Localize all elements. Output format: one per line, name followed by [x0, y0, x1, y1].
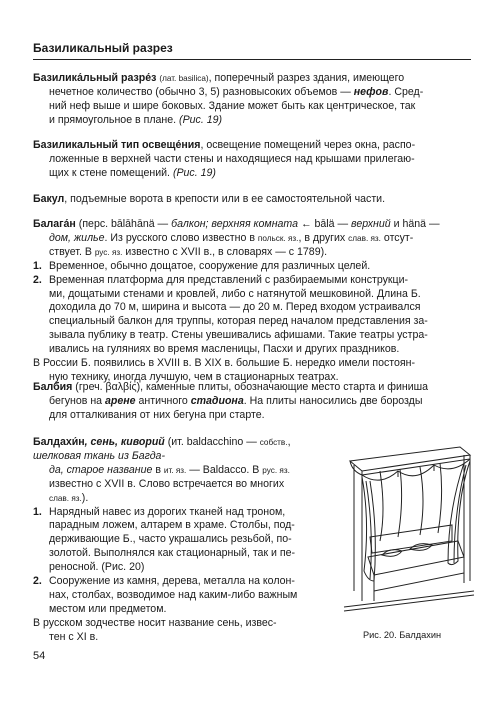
definition-text: тен с XI в. [49, 630, 99, 643]
etymology: рус. яз. [94, 247, 123, 257]
definition-text: , освещение помещений через окна, распо- [200, 139, 416, 151]
list-number: 2. [33, 575, 42, 588]
etymology: ит. яз. [163, 465, 187, 475]
entry-term: Балдахи́н [33, 436, 85, 448]
entry-bakul [33, 193, 473, 207]
list-item [33, 575, 333, 617]
etymology: . Из русского слово известно в [104, 231, 258, 244]
definition-text: ложенные в верхней части стены и находящиеся над крышами прилегаю- [49, 152, 415, 165]
cross-reference[interactable]: нефов [353, 85, 389, 98]
cross-reference[interactable]: стадиона [190, 394, 244, 407]
definition-text: и прямоугольное в плане. [49, 113, 180, 126]
definition-text: доходила до 70 м, ширина и высота — до 20 м. Перед входом устраивался [49, 301, 421, 314]
etymology: рус. яз. [262, 465, 290, 475]
etymology: (лат. basilica) [159, 74, 209, 83]
etymology: отсут- [380, 231, 414, 244]
definition-text: , поперечный разрез здания, имеющего [208, 72, 405, 84]
etymology: в [152, 463, 164, 476]
definition-text: для отталкивания от них бегуна при старте. [49, 408, 265, 421]
list-item [33, 506, 333, 576]
etymology: балкон; верхняя комната [171, 218, 299, 230]
figure-reference[interactable]: (Рис. 19) [179, 113, 223, 126]
definition-text: специальный балкон для труппы, которая перед началом представления за- [49, 315, 428, 328]
definition-text: держивающие Б., часто украшались резьбой, по- [49, 533, 292, 546]
definition-text: Нарядный навес из дорогих тканей над троном, [49, 505, 286, 518]
definition-text: В русском зодчестве носит название сень, извес- [33, 616, 277, 629]
etymology: верхний [351, 218, 391, 230]
definition-text: ний неф выше и шире боковых. Здание может быть как центрическое, так [49, 99, 416, 112]
list-number: 2. [33, 273, 42, 286]
entry-balagan [33, 218, 473, 385]
etymology: — Baldacco. В [186, 463, 263, 476]
entry-term: Балбия [33, 381, 73, 393]
definition-text: парадным ложем, алтарем в храме. Столбы, под- [49, 519, 295, 532]
definition-text: нечетное количество (обычно 3, 5) разновысоких объемов — [49, 85, 354, 98]
definition-text: (греч. βαλβίς), каменные плиты, обозначающие место старта и финиша [72, 381, 429, 393]
definition-text: зывала публику в театр. Стены увешивались афишами. Такие театры устра- [49, 329, 428, 342]
definition-text: . Сред- [388, 85, 424, 98]
etymology: собств. [259, 438, 288, 447]
etymology: (ит. baldacchino — [164, 436, 260, 448]
definition-text: . На плиты наносились две борозды [243, 394, 423, 407]
etymology: (перс. bālāhānä — [75, 218, 172, 230]
cross-reference[interactable]: арене [105, 394, 136, 407]
canopy-bed-illustration [340, 441, 475, 617]
definition-text: Временная платформа для представлений с разбираемыми конструкци- [49, 273, 409, 286]
etymology: известно с XVII в., в словарях — с 1789). [122, 245, 328, 258]
running-header: Базиликальный разрез [33, 41, 173, 55]
entry-term: Базилика́льный разре́з [33, 72, 157, 84]
etymology: слав. яз. [49, 493, 82, 503]
figure-reference[interactable]: (Рис. 19) [172, 166, 216, 179]
header-rule [33, 59, 471, 60]
list-item [33, 260, 473, 274]
entry-baldakhin [33, 436, 333, 645]
entry-bazilikalnyi-razrez [33, 72, 473, 128]
list-number: 1. [33, 259, 42, 272]
etymology: и hänä — [390, 218, 440, 230]
definition-text: нах, столбах, возводимое над каким-либо важным [49, 588, 298, 601]
figure-caption: Рис. 20. Балдахин [362, 630, 442, 640]
entry-term: Балага́н [33, 218, 76, 230]
page-number: 54 [33, 650, 46, 662]
etymology: , в других [298, 231, 349, 244]
definition-text: ную технику, иногда лучшую, чем в стационарных театрах. [49, 370, 339, 383]
definition-text: , подъемные ворота в крепости или в ее самостоятельной части. [64, 193, 386, 205]
etymology: шелковая ткань из Багда- [33, 449, 165, 462]
etymology: известно с XVII в. Слово встречается во многих [49, 477, 285, 490]
etymology: ← bālä — [298, 218, 352, 230]
definition-text: золотой. Выполнялся как стационарный, так и пе- [49, 547, 296, 560]
etymology: польск. яз. [257, 233, 299, 243]
definition-text: Сооружение из камня, дерева, металла на колон- [49, 575, 295, 588]
entry-bazilikalnyi-tip [33, 139, 473, 181]
list-number: 1. [33, 505, 42, 518]
etymology: ). [81, 491, 89, 504]
definition-text: щих к стене помещений. [49, 166, 173, 179]
synonyms: , сень, киворий [84, 436, 165, 448]
definition-text: В России Б. появились в XVIII в. В XIX в. большие Б. нередко имели постоян- [33, 357, 416, 370]
entry-term: Бакул [33, 193, 65, 205]
entry-balbia [33, 381, 473, 423]
definition-text: Временное, обычно дощатое, сооружение для различных целей. [49, 259, 371, 272]
etymology: , [287, 436, 291, 448]
definition-text: местом или предметом. [49, 602, 167, 615]
etymology: слав. яз. [348, 233, 381, 243]
etymology: ствует. В [49, 245, 95, 258]
entry-term: Базиликальный тип освеще́ния [33, 139, 201, 151]
definition-text: античного [135, 394, 191, 407]
list-item [33, 274, 473, 357]
etymology: дом, жилье [49, 231, 105, 244]
definition-text: ми, дощатыми стенами и кровлей, либо с натянутой мешковиной. Длина Б. [49, 287, 421, 300]
definition-text: ивались на гуляниях во время масленицы, Пасхи и других праздников. [49, 343, 400, 356]
etymology: да, старое название [49, 463, 153, 476]
definition-text: реносной. (Рис. 20) [49, 561, 145, 574]
definition-text: бегунов на [49, 394, 105, 407]
